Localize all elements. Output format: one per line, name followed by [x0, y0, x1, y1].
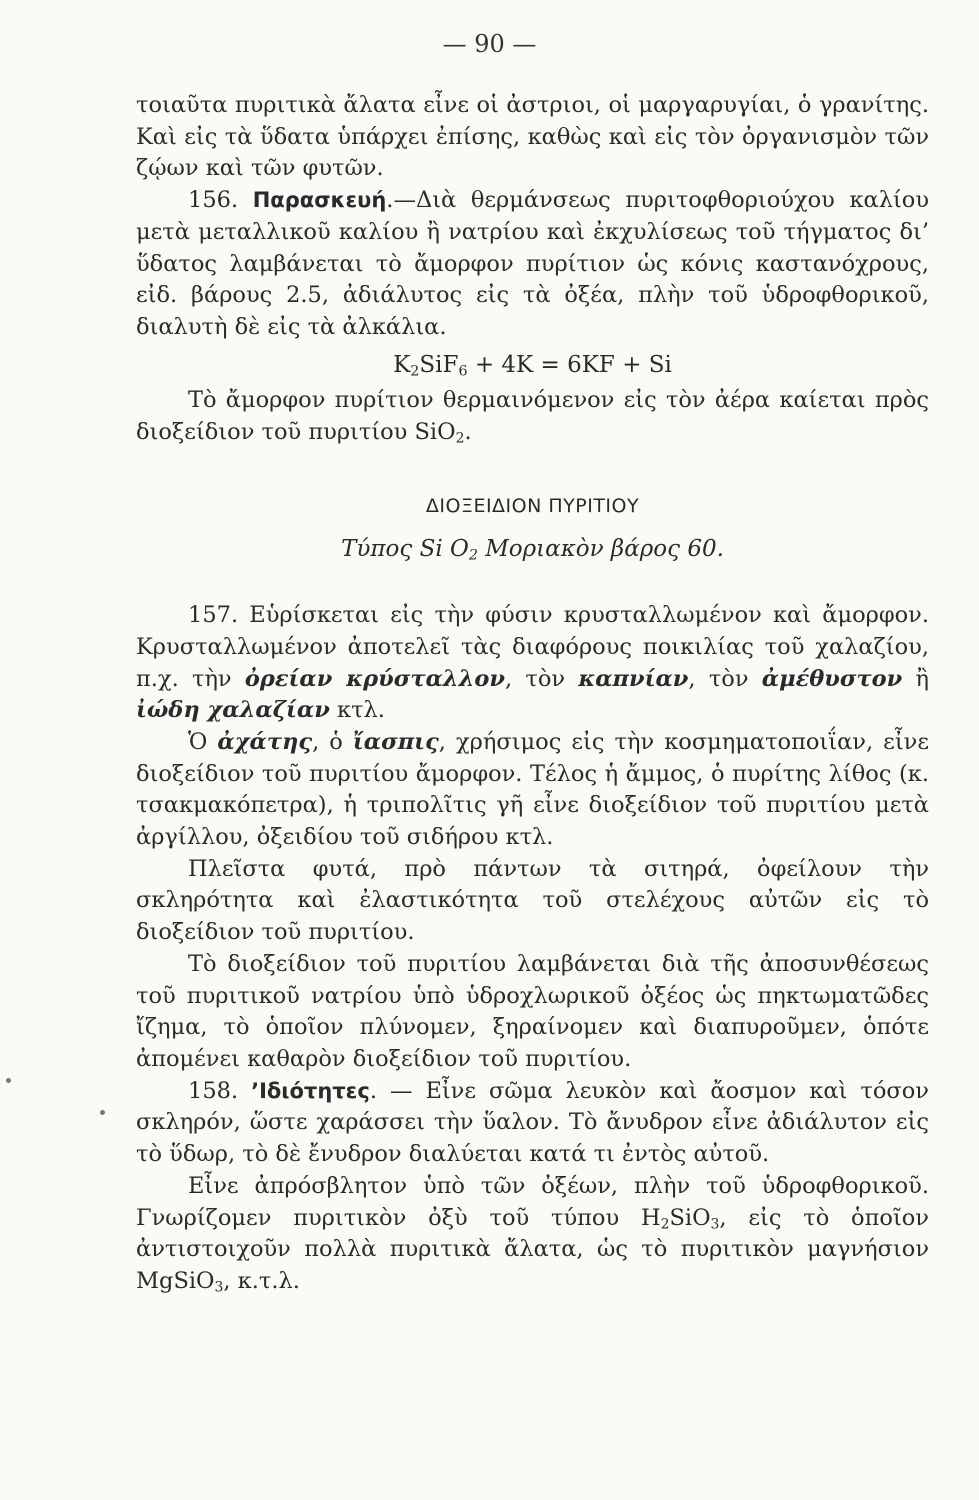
paragraph-text: , χρήσιμος εἰς τὴν κοσμηματοποιΐαν, εἶνε διοξείδιον τοῦ πυριτίου ἄμορφον. Τέλος ἡ ἄμμος, ὁ πυρίτης λίθος (κ. τσακμακόπετρα), ἡ τριπολῖτις γῆ εἶνε διοξείδιον τοῦ πυριτίου μετὰ ἀργίλλου, ὀξειδίου τοῦ σιδήρου κτλ.	[136, 728, 929, 851]
formula-part: H	[640, 1204, 661, 1231]
formula-part: MgSiO	[136, 1267, 215, 1294]
formula-subscript: 2	[660, 1215, 670, 1232]
molar-weight: Μοριακὸν βάρος 60.	[477, 536, 724, 563]
emphasis-term: καπνίαν	[578, 665, 689, 692]
paragraph-intro: τοιαῦτα πυριτικὰ ἄλατα εἶνε οἱ ἀστριοι, οἱ μαργαρυγίαι, ὁ γρανίτης. Καὶ εἰς τὰ ὕδατα ὑπάρχει ἐπίσης, καθὼς καὶ εἰς τὸν ὀργανισμὸν τῶν ζῴων καὶ τῶν φυτῶν.	[136, 92, 929, 182]
emphasis-term: ἀχάτης	[217, 728, 313, 755]
paragraph-combustion	[136, 385, 929, 448]
formula-subscript: 2	[455, 430, 465, 447]
section-subtitle	[136, 534, 929, 566]
paragraph-acids	[136, 1171, 929, 1298]
paragraph-text: Ὁ	[188, 728, 218, 755]
formula-part: SiO	[669, 1204, 711, 1231]
formula-part: SiO	[414, 419, 456, 446]
paragraph-plants: Πλεῖστα φυτά, πρὸ πάντων τὰ σιτηρά, ὀφείλουν τὴν σκληρότητα καὶ ἐλαστικότητα τοῦ στελέχους αὐτῶν εἰς τὸ διοξείδιον τοῦ πυριτίου.	[136, 855, 929, 946]
paragraph-text: , ὁ	[312, 728, 353, 755]
paragraph-text: Εἶνε ἀπρόσβλητον ὑπὸ τῶν ὀξέων, πλὴν τοῦ ὑδροφθορικοῦ. Γνωρίζομεν πυριτικὸν ὀξὺ τοῦ τύπου	[136, 1172, 929, 1231]
paragraph-156	[136, 185, 929, 344]
section-number: 157.	[188, 602, 239, 629]
paragraph-preparation-dioxide: Τὸ διοξείδιον τοῦ πυριτίου λαμβάνεται διὰ τῆς ἀποσυνθέσεως τοῦ πυριτικοῦ νατρίου ὑπὸ ὑδροχλωρικοῦ ὀξέος ὡς πηκτωματῶδες ἴζημα, τὸ ὁποῖον πλύνομεν, ξηραίνομεν καὶ διαπυροῦμεν, ὁπότε ἀπομένει καθαρὸν διοξείδιον τοῦ πυριτίου.	[136, 950, 929, 1072]
paragraph-agate	[136, 727, 929, 854]
section-title: ΔΙΟΞΕΙΔΙΟΝ ΠΥΡΙΤΙΟΥ	[425, 494, 640, 517]
paragraph-158	[136, 1076, 929, 1171]
chemical-equation	[136, 350, 929, 382]
heading-properties: ’Ιδιότητες	[251, 1078, 370, 1103]
heading-preparation: Παρασκευή	[252, 188, 387, 213]
margin-mark	[6, 1078, 11, 1083]
formula-part: K	[393, 351, 411, 378]
formula-part: SiF	[419, 351, 459, 378]
formula-subscript: 3	[214, 1279, 224, 1296]
paragraph-text: . — Εἶνε σῶμα λευκὸν καὶ ἄοσμον καὶ τόσον σκληρόν, ὥστε χαράσσει τὴν ὕαλον. Τὸ ἄνυδρον εἶνε ἀδιάλυτον εἰς τὸ ὕδωρ, τὸ δὲ ἔνυδρον διαλύεται κατά τι ἐντὸς αὐτοῦ.	[136, 1077, 929, 1168]
emphasis-term: ἀμέθυστον	[761, 665, 903, 692]
paragraph-text: ἢ	[902, 665, 929, 692]
margin-mark	[100, 1110, 105, 1115]
paragraph-text: Τὸ ἄμορφον πυρίτιον θερμαινόμενον εἰς τὸν ἀέρα καίεται πρὸς διοξείδιον τοῦ πυριτίου	[136, 387, 929, 446]
formula-part: Si O	[419, 536, 469, 563]
formula-subscript: 2	[410, 363, 420, 380]
emphasis-term: ἴασπις	[352, 728, 439, 755]
emphasis-term: ἰώδη χαλαζίαν	[136, 697, 330, 724]
page-body	[136, 90, 929, 1298]
section-number: 158.	[188, 1077, 239, 1104]
emphasis-term: ὀρείαν κρύσταλλον	[244, 665, 505, 692]
type-label: Τύπος	[341, 536, 420, 563]
paragraph-text: , τὸν	[688, 665, 762, 692]
paragraph-157	[136, 600, 929, 727]
section-number: 156.	[188, 187, 239, 214]
formula-subscript: 3	[710, 1215, 720, 1232]
page-number: — 90 —	[442, 30, 537, 58]
paragraph-text: , τὸν	[504, 665, 579, 692]
formula-part: + 4K = 6KF + Si	[467, 351, 672, 378]
paragraph-text: , κ.τ.λ.	[223, 1267, 300, 1294]
formula-subscript: 6	[458, 363, 468, 380]
punctuation: .	[464, 419, 472, 446]
paragraph-text: , εἰς τὸ ὁποῖον ἀντιστοιχοῦν πολλὰ πυριτικὰ ἄλατα, ὡς τὸ πυριτικὸν μαγνήσιον	[136, 1204, 929, 1263]
formula-subscript: 2	[468, 548, 478, 564]
paragraph-text: Εὑρίσκεται εἰς τὴν φύσιν κρυσταλλωμένον καὶ ἄμορφον. Κρυσταλλωμένον ἀποτελεῖ τὰς διαφόρους ποικιλίας τοῦ χαλαζίου, π.χ. τὴν	[136, 602, 929, 692]
paragraph-text: .—Διὰ θερμάνσεως πυριτοφθοριούχου καλίου μετὰ μεταλλικοῦ καλίου ἢ νατρίου καὶ ἐκχυλίσεως τοῦ τήγματος δι’ ὕδατος λαμβάνεται τὸ ἄμορφον πυρίτιον ὡς κόνις καστανόχρους, εἰδ. βάρους 2.5, ἀδιάλυτος εἰς τὰ ὀξέα, πλὴν τοῦ ὑδροφθορικοῦ, διαλυτὴ δὲ εἰς τὰ ἀλκάλια.	[136, 187, 930, 340]
paragraph-text: κτλ.	[329, 697, 385, 724]
